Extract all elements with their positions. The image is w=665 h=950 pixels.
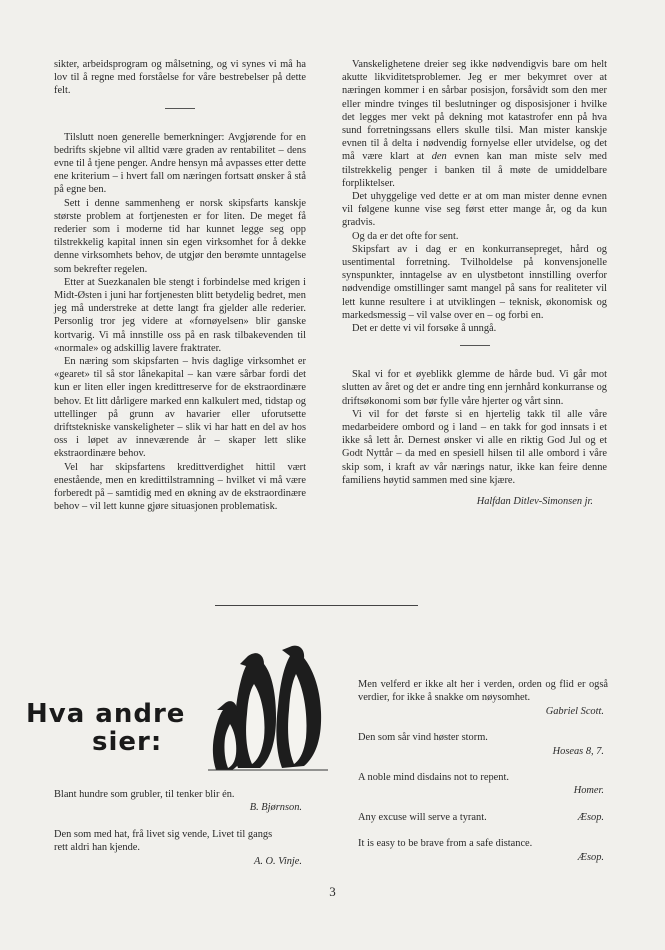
paragraph: Etter at Suezkanalen ble stengt i forbindelse med krigen i Midt-Østen i juni har fortjenesten blitt betydelig bedret, men jeg må understreke at dette langt fra gjelder alle rederier. Personlig tror jeg videre at «fornøyelsen» blir ganske kortvarig. Vi må innstille oss på en rask tilbakevenden til «normale» og adskillig lavere fraktrater. — [54, 276, 306, 354]
section-divider — [460, 345, 490, 346]
article-column-right — [342, 58, 607, 508]
quote: It is easy to be brave from a safe distance. Æsop. — [358, 837, 608, 864]
quote-author: Hoseas 8, 7. — [552, 745, 604, 757]
quotes-list-left — [54, 788, 306, 881]
paragraph: Det er dette vi vil forsøke å unngå. — [352, 323, 497, 335]
paragraph: Og da er det ofte for sent. — [352, 230, 459, 242]
article-column-left — [54, 58, 306, 514]
quotes-list-right — [358, 678, 608, 877]
quote-author: Homer. — [573, 785, 604, 797]
paragraph: Det uhyggelige ved dette er at om man mister denne evnen vil følgene kunne vise seg først etter mange år, og da kun gradvis. — [342, 191, 607, 229]
page-number: 3 — [329, 884, 336, 899]
paragraph: Vi vil for det første si en hjertelig takk til alle våre medarbeidere ombord og i land – en takk for god innsats i et ikke så lett år. Dernest ønsker vi alle en riktig God Jul og et Godt Nyttår – da med en spesiell hilsen til alle ombord i våre skip som, i kraft av vår nærings natur, ikke kan feire denne familiens høytid sammen med sine kjære. — [342, 408, 607, 486]
emphasis: den — [431, 151, 447, 163]
paragraph: sikter, arbeidsprogram og målsetning, og vi synes vi må ha lov til å regne med forståelse for våre bestrebelser på dette felt. — [54, 59, 306, 97]
quote-author: Æsop. — [577, 811, 604, 823]
quote: Æsop. Any excuse will serve a tyrant. — [358, 811, 608, 824]
author-signature: Halfdan Ditlev-Simonsen jr. — [476, 496, 593, 508]
quote-author: Æsop. — [577, 851, 604, 863]
quote-author: Gabriel Scott. — [545, 705, 604, 717]
quotes-heading: Hva andre sier: — [26, 699, 186, 757]
quote: Den som sår vind høster storm. Hoseas 8, 7. — [358, 731, 608, 758]
quote: A noble mind disdains not to repent. Homer. — [358, 771, 608, 798]
page-divider — [215, 605, 418, 606]
paragraph: Sett i denne sammenheng er norsk skipsfarts kanskje største problem at fortjenesten er for liten. De meget få rederier som i moderne tid har kunnet legge seg opp tilstrekkelig kapital innen sin egen virksomhet for å dekke denne virksomhets behov, de utgjør den berømte unntagelse som bekrefter regelen. — [54, 197, 306, 275]
paragraph: Skipsfart av i dag er en konkurransepreget, hård og usentimental forretning. Tvilholdelse på konvensjonelle synspunkter, inntagelse av en ulystbetont innstilling overfor nødvendige omstillinger samt mangel på sans for realiteter vil lett kunne resultere i at utviklingen – teknisk, økonomisk og markedsmessig – vil valse over en – og forbi en. — [342, 243, 607, 321]
section-divider — [165, 108, 195, 109]
paragraph: Vel har skipsfartens kredittverdighet hittil vært enestående, men en kredittilstramning – hvilket vi må være forberedt på – samtidig med en økning av de ekstraordinære behov – vil lett kunne gjøre situasjonen problematisk. — [54, 461, 306, 513]
paragraph: Vanskelighetene dreier seg ikke nødvendigvis bare om helt akutte likviditetsproblemer. Jeg er mer bekymret over at næringen kommer i en sårbar posisjon, forsåvidt som den mer eller mindre tvinges til beslutninger og disposisjoner i hvilke det legges mer vekt på dekning mot katastrofer enn på hva sund forretningssans ellers skulle tilsi. Man mister kanskje evnen til å delta i nødvendig fornyelse eller utvidelse, og det må være klart at den evnen kan man miste selv med tilstrekkelig penger i banken til å møte de umiddelbare forpliktelser. — [342, 59, 607, 189]
quote: Men velferd er ikke alt her i verden, orden og flid er også verdier, for ikke å snakke om nøysomhet. Gabriel Scott. — [358, 679, 608, 717]
paragraph: Tilslutt noen generelle bemerkninger: Avgjørende for en bedrifts skjebne vil alltid være graden av rentabilitet – dens evne til å tjene penger. Andre hensyn må avpasses etter dette ene kriterium – i hvert fall om næringen fortsatt ønsker å stå på egne ben. — [54, 131, 306, 196]
paragraph: Skal vi for et øyeblikk glemme de hårde bud. Vi går mot slutten av året og det er andre ting enn jernhård konkurranse og driftsøkonomi som bør fylle våre hjerter og vårt sinn. — [342, 369, 607, 407]
quote-author: B. Bjørnson. — [249, 802, 302, 814]
quote: Den som med hat, frå livet sig vende, Livet til gangs rett aldri han kjende. A. O. Vinje. — [54, 828, 306, 868]
penguins-icon — [204, 634, 332, 774]
paragraph: En næring som skipsfarten – hvis daglige virksomhet er «gearet» til så stor lånekapital – kan være sårbar fordi det kun er liten eller ingen kredittreserve for de ekstraordinære behov. Et litt dårligere marked enn kalkulert med, tidstap og uttellinger på grunn av havarier eller uforutsette driftstekniske vanskeligheter – slik vi har hatt en del av hos oss i løpet av inneværende år – skaper lett slike ekstraordinære behov. — [54, 356, 306, 460]
quote-author: A. O. Vinje. — [254, 855, 302, 867]
quote: Blant hundre som grubler, til tenker blir én. B. Bjørnson. — [54, 788, 306, 815]
